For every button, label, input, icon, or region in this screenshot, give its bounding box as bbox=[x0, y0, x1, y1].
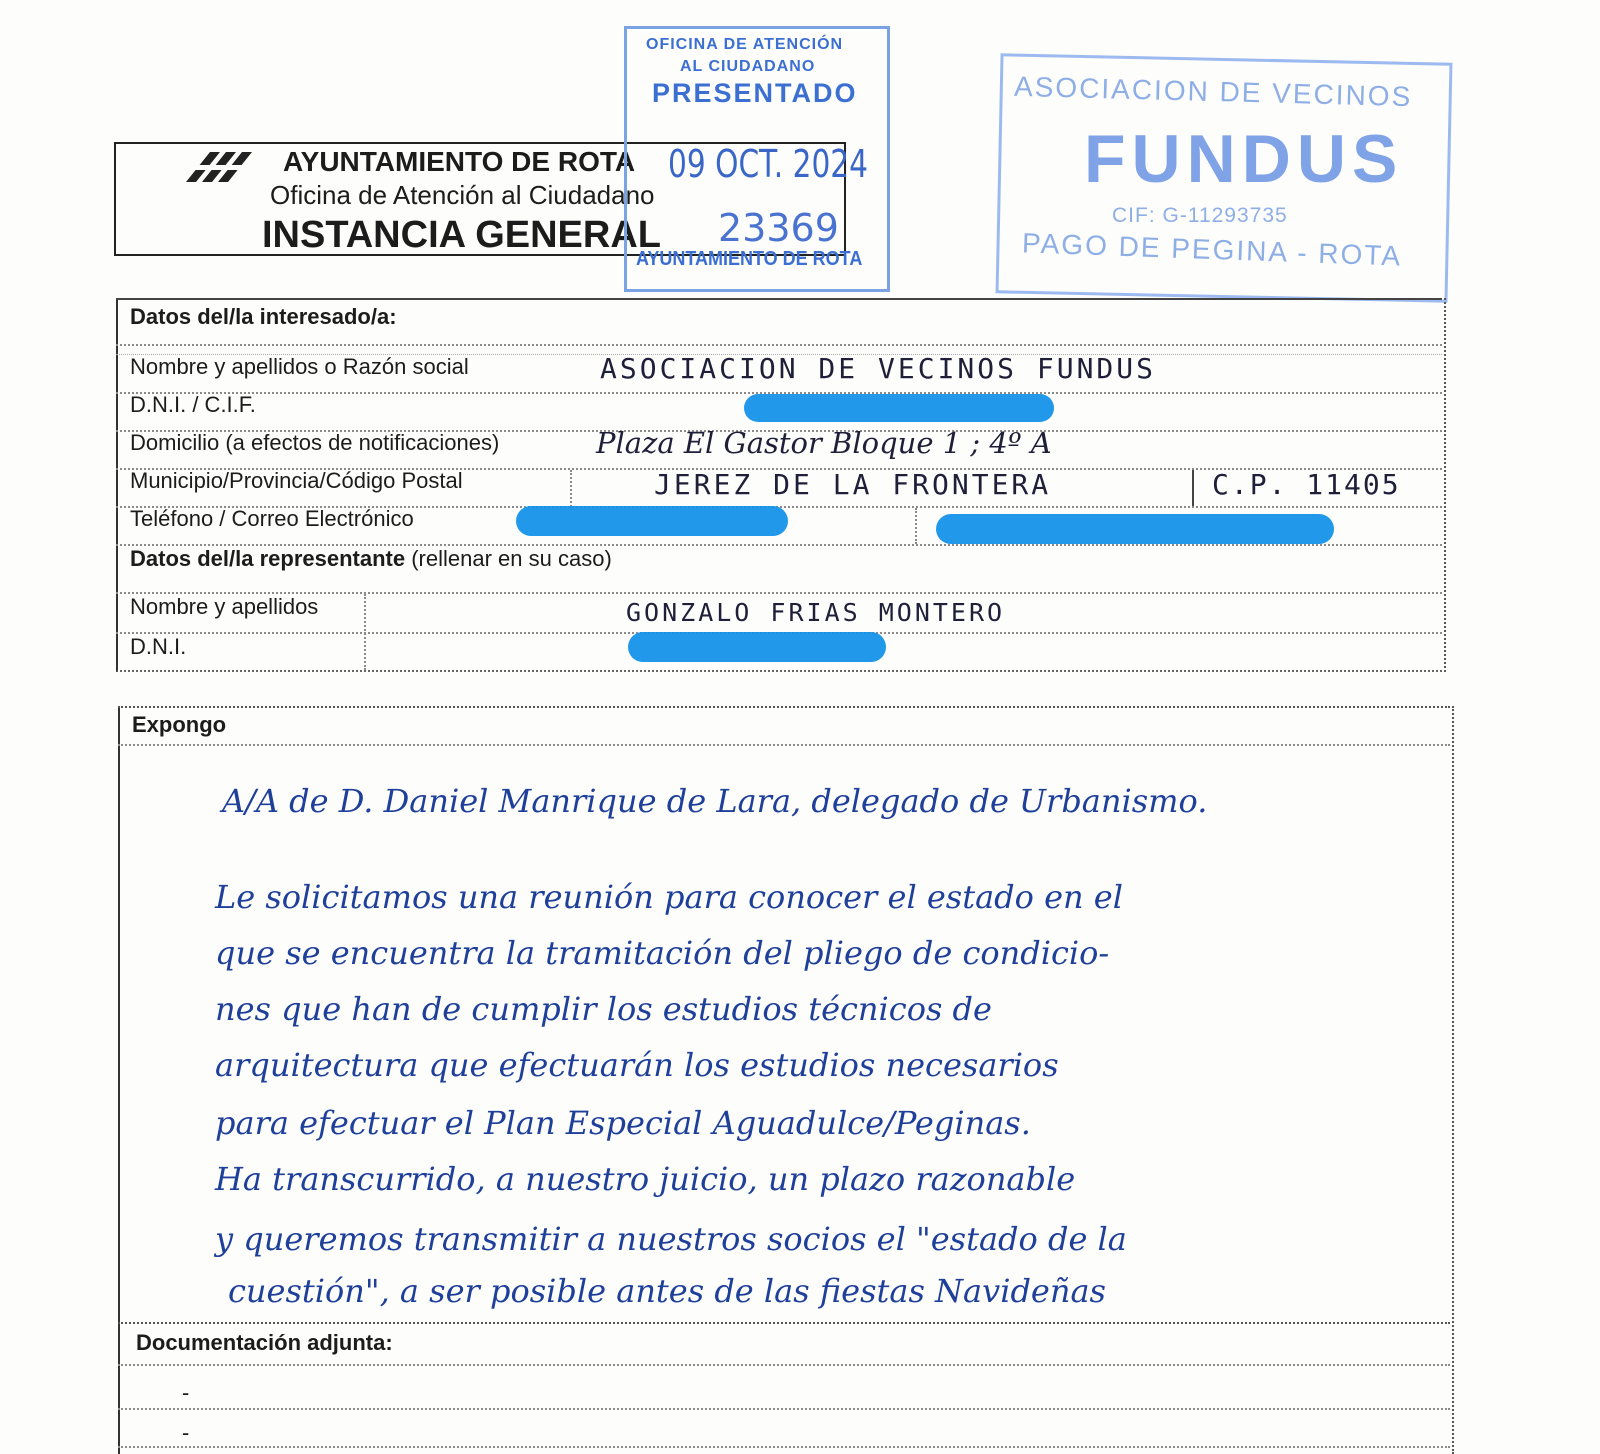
association-stamp-place: PAGO DE PEGINA - ROTA bbox=[1021, 227, 1403, 272]
expongo-line-1: A/A de D. Daniel Manrique de Lara, delegado de Urbanismo. bbox=[222, 782, 1208, 820]
documentacion-item-1: - bbox=[182, 1380, 190, 1405]
expongo-line-4: nes que han de cumplir los estudios técnicos de bbox=[215, 990, 992, 1028]
expongo-title: Expongo bbox=[132, 712, 227, 737]
interesado-section-title: Datos del/la interesado/a: bbox=[130, 304, 397, 329]
name-label: Nombre y apellidos o Razón social bbox=[130, 354, 469, 379]
header-office: Oficina de Atención al Ciudadano bbox=[270, 180, 655, 210]
association-stamp-name: FUNDUS bbox=[1084, 121, 1404, 197]
documentacion-title: Documentación adjunta: bbox=[136, 1330, 393, 1355]
municipio-label: Municipio/Provincia/Código Postal bbox=[130, 468, 463, 493]
registry-stamp-line1: OFICINA DE ATENCIÓN bbox=[646, 36, 844, 53]
postal-code-value: C.P. 11405 bbox=[1212, 468, 1401, 501]
expongo-line-6: para efectuar el Plan Especial Aguadulce/Peginas. bbox=[215, 1104, 1031, 1142]
email-redaction bbox=[936, 514, 1334, 544]
registry-stamp-number: 23369 bbox=[718, 206, 839, 250]
representante-name-value: GONZALO FRIAS MONTERO bbox=[626, 598, 1006, 627]
representante-dni-redaction bbox=[628, 632, 886, 662]
registry-stamp-footer: AYUNTAMIENTO DE ROTA bbox=[636, 248, 863, 270]
dni-cif-redaction bbox=[744, 394, 1054, 422]
expongo-line-2: Le solicitamos una reunión para conocer el estado en el bbox=[215, 878, 1123, 916]
representante-note: (rellenar en su caso) bbox=[411, 546, 612, 571]
expongo-line-8: y queremos transmitir a nuestros socios el "estado de la bbox=[215, 1220, 1127, 1258]
expongo-line-5: arquitectura que efectuarán los estudios necesarios bbox=[215, 1046, 1059, 1084]
representante-title: Datos del/la representante bbox=[130, 546, 406, 571]
expongo-line-3: que se encuentra la tramitación del pliego de condicio- bbox=[215, 934, 1110, 972]
telefono-label: Teléfono / Correo Electrónico bbox=[130, 506, 414, 531]
association-stamp-cif: CIF: G-11293735 bbox=[1112, 204, 1288, 227]
registry-stamp-line2: AL CIUDADANO bbox=[680, 58, 816, 75]
registry-stamp-date: 09 OCT. 2024 bbox=[668, 142, 869, 186]
form-title: INSTANCIA GENERAL bbox=[262, 214, 661, 256]
municipal-logo-icon bbox=[180, 148, 256, 188]
municipio-value: JEREZ DE LA FRONTERA bbox=[654, 468, 1052, 501]
representante-dni-label: D.N.I. bbox=[130, 634, 187, 659]
name-value: ASOCIACION DE VECINOS FUNDUS bbox=[600, 352, 1157, 385]
domicilio-value: Plaza El Gastor Bloque 1 ; 4º A bbox=[596, 426, 1052, 460]
registry-stamp-status: PRESENTADO bbox=[652, 78, 858, 108]
domicilio-label: Domicilio (a efectos de notificaciones) bbox=[130, 430, 500, 455]
dni-cif-label: D.N.I. / C.I.F. bbox=[130, 392, 256, 417]
telefono-redaction bbox=[516, 506, 788, 536]
documentacion-item-2: - bbox=[182, 1420, 190, 1445]
representante-name-label: Nombre y apellidos bbox=[130, 594, 319, 619]
expongo-line-7: Ha transcurrido, a nuestro juicio, un plazo razonable bbox=[215, 1160, 1076, 1198]
association-stamp-line1: ASOCIACION DE VECINOS bbox=[1013, 70, 1413, 113]
expongo-line-9: cuestión", a ser posible antes de las fiestas Navideñas bbox=[228, 1272, 1106, 1310]
header-org: AYUNTAMIENTO DE ROTA bbox=[283, 146, 636, 177]
representante-section-title bbox=[130, 546, 612, 572]
